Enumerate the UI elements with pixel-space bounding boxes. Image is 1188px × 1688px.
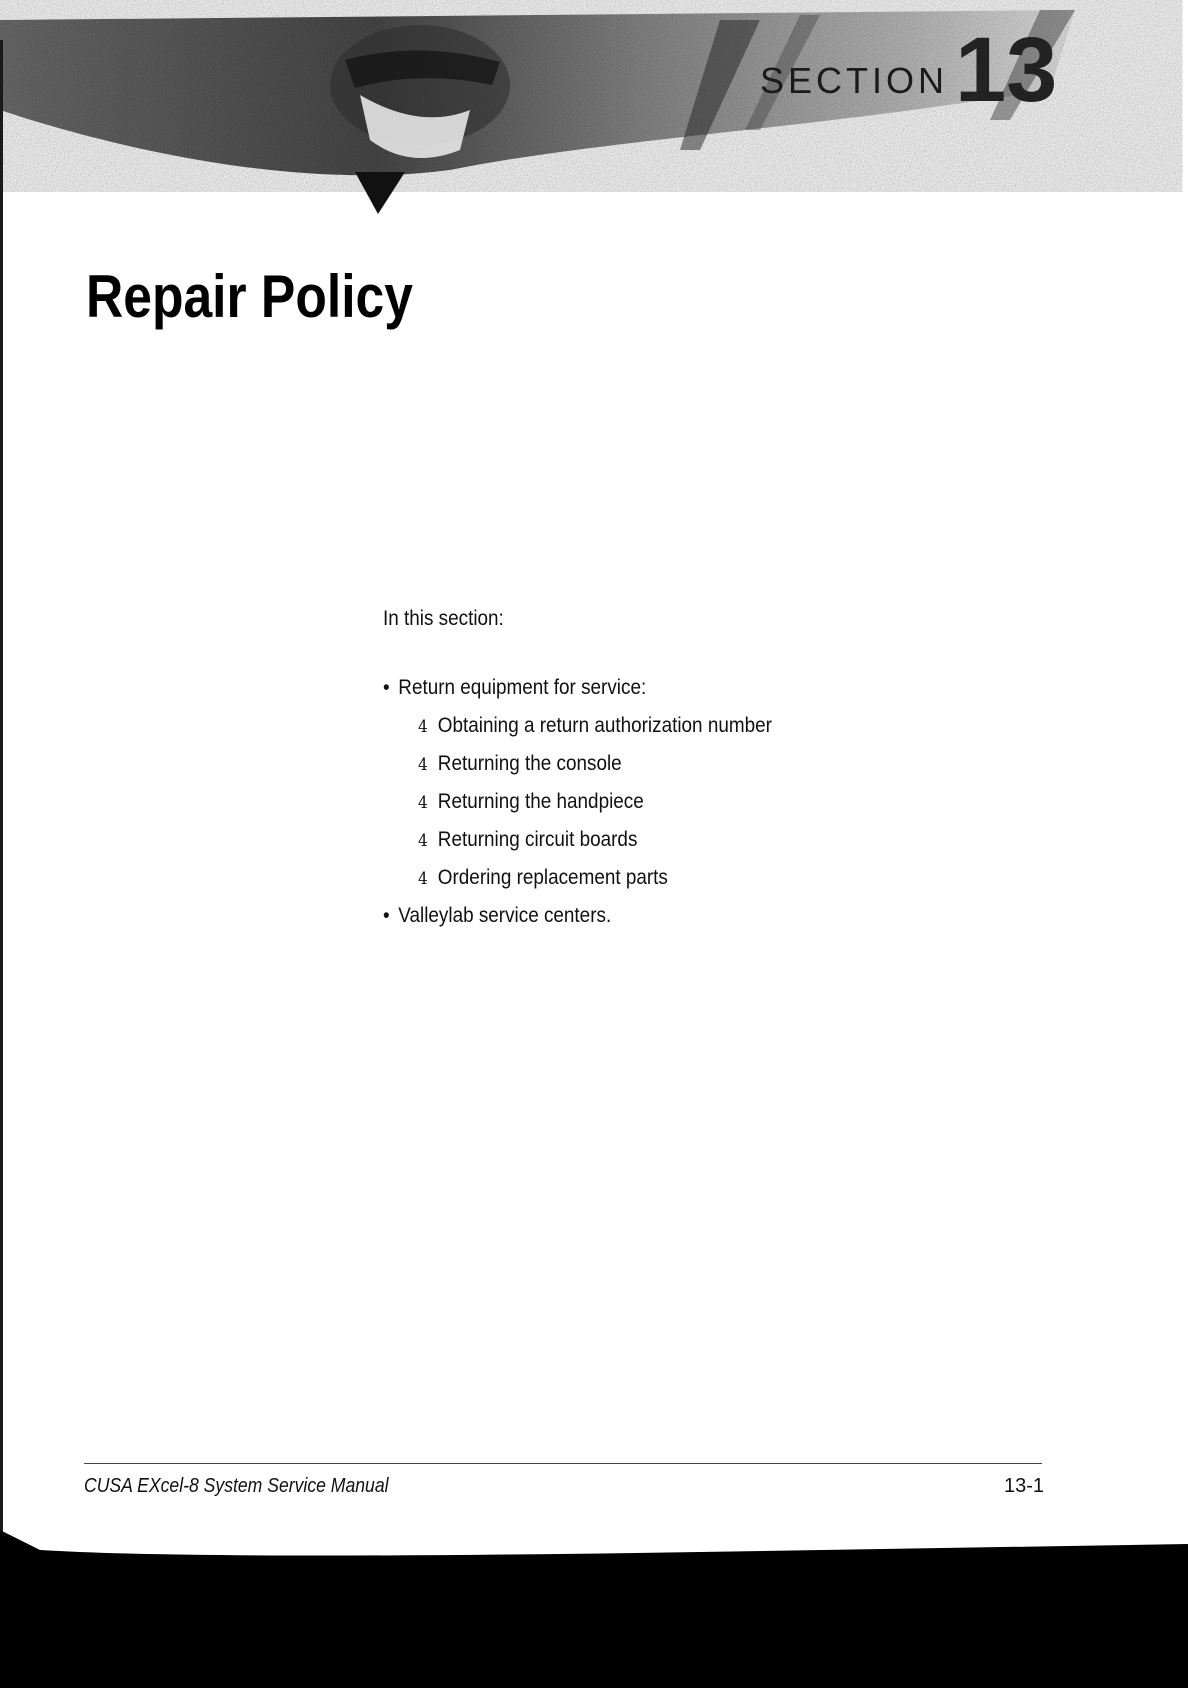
- toc-group-label: Return equipment for service:: [398, 676, 647, 699]
- footer-divider: [84, 1463, 1042, 1464]
- toc-group: [383, 676, 646, 700]
- toc-item-label: Returning circuit boards: [437, 828, 638, 851]
- section-number: 13: [955, 19, 1058, 121]
- toc-item-label: Returning the console: [437, 752, 622, 775]
- bullet-icon: •: [383, 904, 390, 927]
- page-binding-edge: [0, 40, 3, 1540]
- footer-manual-title: CUSA EXcel-8 System Service Manual: [84, 1475, 389, 1497]
- toc-group: [383, 904, 611, 928]
- toc-item-label: Ordering replacement parts: [437, 866, 668, 889]
- bullet-icon: •: [383, 676, 390, 699]
- section-intro: In this section:: [383, 607, 504, 630]
- toc-item: [418, 790, 644, 814]
- toc-group-label: Valleylab service centers.: [398, 904, 612, 927]
- item-marker: 4: [418, 755, 428, 775]
- item-marker: 4: [418, 869, 428, 889]
- item-marker: 4: [418, 793, 428, 813]
- toc-item-label: Returning the handpiece: [437, 790, 644, 813]
- section-label: SECTION: [760, 60, 949, 101]
- page-title: Repair Policy: [86, 263, 413, 330]
- footer-page-number: 13-1: [1004, 1475, 1045, 1497]
- scan-edge-shadow: [0, 1530, 1188, 1688]
- toc-item: [418, 828, 637, 852]
- item-marker: 4: [418, 831, 428, 851]
- toc-item-label: Obtaining a return authorization number: [437, 714, 772, 737]
- toc-item: [418, 714, 772, 738]
- item-marker: 4: [418, 717, 428, 737]
- toc-item: [418, 866, 668, 890]
- toc-item: [418, 752, 622, 776]
